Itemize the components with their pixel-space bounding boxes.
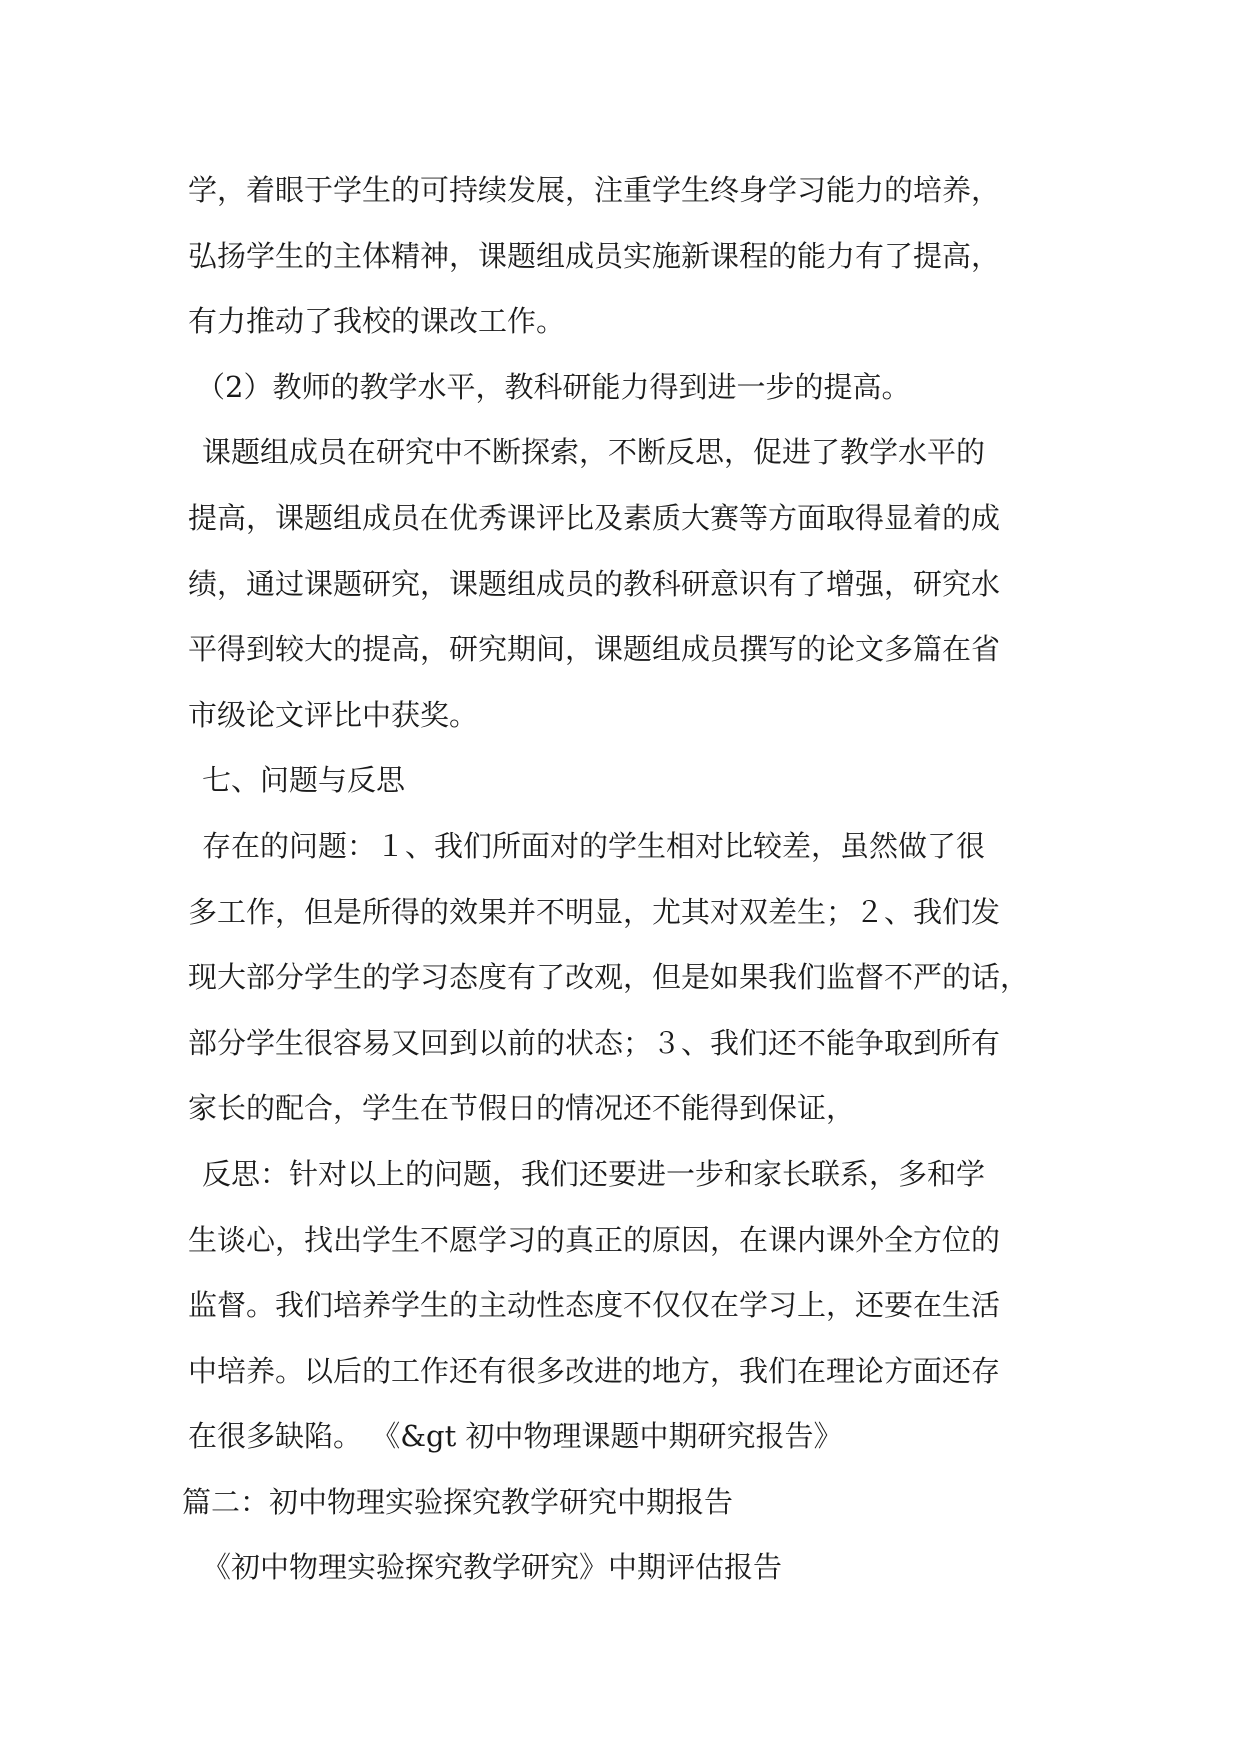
section-heading: （2）教师的教学水平，教科研能力得到进一步的提高。 <box>196 369 911 404</box>
paragraph-line: 监督。我们培养学生的主动性态度不仅仅在学习上，还要在生活 <box>188 1288 1001 1323</box>
paragraph-line: 学，着眼于学生的可持续发展，注重学生终身学习能力的培养， <box>188 173 1001 207</box>
document-body <box>182 158 1068 1601</box>
paragraph-line: 多工作，但是所得的效果并不明显，尤其对双差生；２、我们发 <box>188 894 1001 929</box>
paragraph-line: 在很多缺陷。 《&gt 初中物理课题中期研究报告》 <box>188 1419 843 1454</box>
paragraph-line: 弘扬学生的主体精神，课题组成员实施新课程的能力有了提高， <box>188 238 1001 273</box>
paragraph-line: 现大部分学生的学习态度有了改观，但是如果我们监督不严的话， <box>188 960 1030 995</box>
paragraph-line: 生谈心，找出学生不愿学习的真正的原因，在课内课外全方位的 <box>188 1222 1001 1257</box>
report-title: 《初中物理实验探究教学研究》中期评估报告 <box>202 1550 783 1585</box>
paragraph-line: 反思：针对以上的问题，我们还要进一步和家长联系，多和学 <box>202 1156 986 1191</box>
paragraph-line: 绩，通过课题研究，课题组成员的教科研意识有了增强，研究水 <box>188 566 1001 601</box>
paragraph-line: 市级论文评比中获奖。 <box>188 697 479 732</box>
paragraph-line: 课题组成员在研究中不断探索，不断反思，促进了教学水平的 <box>202 435 986 470</box>
paragraph-line: 部分学生很容易又回到以前的状态；３、我们还不能争取到所有 <box>188 1025 1001 1060</box>
section-title: 篇二：初中物理实验探究教学研究中期报告 <box>182 1484 734 1519</box>
paragraph-line: 提高，课题组成员在优秀课评比及素质大赛等方面取得显着的成 <box>188 500 1001 535</box>
section-heading: 七、问题与反思 <box>202 763 406 798</box>
paragraph-line: 平得到较大的提高，研究期间，课题组成员撰写的论文多篇在省 <box>188 632 1001 667</box>
paragraph-line: 家长的配合，学生在节假日的情况还不能得到保证， <box>188 1091 856 1126</box>
paragraph-line: 存在的问题：１、我们所面对的学生相对比较差，虽然做了很 <box>202 828 986 863</box>
paragraph-line: 中培养。以后的工作还有很多改进的地方，我们在理论方面还存 <box>188 1353 1001 1388</box>
paragraph-line: 有力推动了我校的课改工作。 <box>188 304 566 339</box>
